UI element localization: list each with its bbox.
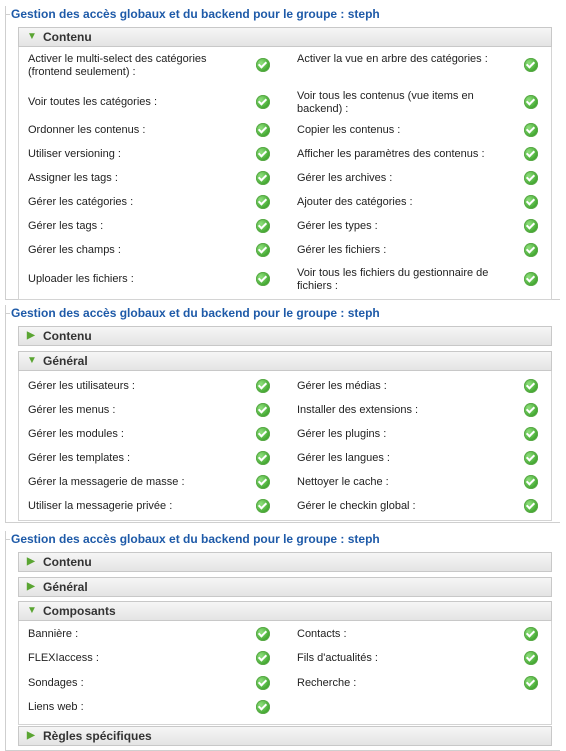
- green-check-icon[interactable]: [524, 123, 538, 137]
- access-section-3: [5, 531, 560, 751]
- permission-row: [19, 374, 551, 398]
- contenu-header-label: Contenu: [43, 555, 92, 569]
- permission-label: Liens web :: [28, 701, 84, 713]
- permission-label: Gérer les médias :: [297, 380, 387, 392]
- permission-label: Gérer les langues :: [297, 452, 390, 464]
- permission-row: [19, 214, 551, 238]
- permission-row: [19, 142, 551, 166]
- regles-header[interactable]: [18, 726, 552, 746]
- section-title: Gestion des accès globaux et du backend pour le groupe : steph: [11, 532, 380, 546]
- permission-row: [19, 267, 551, 291]
- access-section-1: [5, 6, 560, 300]
- green-check-icon[interactable]: [256, 627, 270, 641]
- permission-row: [19, 422, 551, 446]
- green-check-icon[interactable]: [524, 219, 538, 233]
- permission-row: [19, 446, 551, 470]
- green-check-icon[interactable]: [524, 427, 538, 441]
- permission-label: Gérer les menus :: [28, 404, 116, 416]
- permission-label: Gérer les types :: [297, 220, 378, 232]
- green-check-icon[interactable]: [524, 379, 538, 393]
- permission-label: Gérer les fichiers :: [297, 244, 387, 256]
- permission-label: Gérer les modules :: [28, 428, 124, 440]
- permission-label: Activer la vue en arbre des catégories :: [297, 53, 488, 65]
- green-check-icon[interactable]: [256, 95, 270, 109]
- permission-row: [19, 53, 551, 77]
- triangle-down-icon: ▼: [27, 605, 37, 616]
- green-check-icon[interactable]: [524, 272, 538, 286]
- fieldset-border: [6, 14, 10, 15]
- permission-row: [19, 470, 551, 494]
- permission-row: [19, 646, 551, 670]
- section-title: Gestion des accès globaux et du backend pour le groupe : steph: [11, 7, 380, 21]
- permission-label: Gérer la messagerie de masse :: [28, 476, 185, 488]
- green-check-icon[interactable]: [524, 58, 538, 72]
- permission-label: Ajouter des catégories :: [297, 196, 413, 208]
- green-check-icon[interactable]: [256, 379, 270, 393]
- permission-label: FLEXIaccess :: [28, 652, 99, 664]
- permission-row: [19, 190, 551, 214]
- composants-panel: [18, 621, 552, 725]
- permission-label: Gérer les archives :: [297, 172, 393, 184]
- general-panel: [18, 371, 552, 521]
- contenu-header[interactable]: [18, 27, 552, 47]
- green-check-icon[interactable]: [256, 243, 270, 257]
- permission-row: [19, 398, 551, 422]
- triangle-right-icon: ▶: [27, 730, 35, 741]
- green-check-icon[interactable]: [256, 195, 270, 209]
- permission-row: [19, 622, 551, 646]
- green-check-icon[interactable]: [256, 219, 270, 233]
- contenu-header[interactable]: [18, 326, 552, 346]
- permission-label: Recherche :: [297, 677, 357, 689]
- permission-label: Nettoyer le cache :: [297, 476, 389, 488]
- green-check-icon[interactable]: [256, 475, 270, 489]
- permission-label: Uploader les fichiers :: [28, 273, 134, 285]
- access-section-2: [5, 305, 560, 523]
- permission-row: [19, 166, 551, 190]
- permission-label: Installer des extensions :: [297, 404, 419, 416]
- general-header-label: Général: [43, 354, 88, 368]
- permission-label: Fils d'actualités :: [297, 652, 378, 664]
- green-check-icon[interactable]: [524, 243, 538, 257]
- green-check-icon[interactable]: [524, 676, 538, 690]
- contenu-header[interactable]: [18, 552, 552, 572]
- permission-label: Gérer les plugins :: [297, 428, 387, 440]
- permission-label: Sondages :: [28, 677, 84, 689]
- green-check-icon[interactable]: [256, 427, 270, 441]
- triangle-right-icon: ▶: [27, 330, 35, 341]
- permission-label: Utiliser la messagerie privée :: [28, 500, 173, 512]
- triangle-right-icon: ▶: [27, 556, 35, 567]
- permission-label: Gérer les tags :: [28, 220, 104, 232]
- permission-row: [19, 238, 551, 262]
- contenu-header-label: Contenu: [43, 30, 92, 44]
- section-title: Gestion des accès globaux et du backend pour le groupe : steph: [11, 306, 380, 320]
- green-check-icon[interactable]: [256, 676, 270, 690]
- general-header[interactable]: [18, 577, 552, 597]
- permission-row: [19, 494, 551, 518]
- contenu-header-label: Contenu: [43, 329, 92, 343]
- green-check-icon[interactable]: [524, 147, 538, 161]
- green-check-icon[interactable]: [524, 403, 538, 417]
- general-header[interactable]: [18, 351, 552, 371]
- permission-label: Afficher les paramètres des contenus :: [297, 148, 485, 160]
- permission-label: Gérer les champs :: [28, 244, 121, 256]
- permission-label: Ordonner les contenus :: [28, 124, 146, 136]
- triangle-down-icon: ▼: [27, 355, 37, 366]
- general-header-label: Général: [43, 580, 88, 594]
- green-check-icon[interactable]: [256, 58, 270, 72]
- permission-label: Gérer les templates :: [28, 452, 131, 464]
- green-check-icon[interactable]: [524, 95, 538, 109]
- green-check-icon[interactable]: [524, 499, 538, 513]
- permission-label: Copier les contenus :: [297, 124, 401, 136]
- regles-header-label: Règles spécifiques: [43, 729, 152, 743]
- green-check-icon[interactable]: [256, 403, 270, 417]
- fieldset-border: [6, 313, 10, 314]
- triangle-down-icon: ▼: [27, 31, 37, 42]
- green-check-icon[interactable]: [524, 627, 538, 641]
- green-check-icon[interactable]: [256, 700, 270, 714]
- permission-row: [19, 695, 551, 719]
- green-check-icon[interactable]: [524, 451, 538, 465]
- permission-label: Assigner les tags :: [28, 172, 118, 184]
- contenu-panel: [18, 47, 552, 300]
- permission-label: Utiliser versioning :: [28, 148, 121, 160]
- green-check-icon[interactable]: [524, 195, 538, 209]
- permission-label: Voir tous les contenus (vue items en backend) :: [297, 90, 474, 115]
- permission-row: [19, 90, 551, 114]
- permission-row: [19, 671, 551, 695]
- permission-label: Gérer le checkin global :: [297, 500, 416, 512]
- green-check-icon[interactable]: [256, 272, 270, 286]
- permission-label: Activer le multi-select des catégories (frontend seulement) :: [28, 53, 207, 78]
- permission-label: Voir tous les fichiers du gestionnaire de fichiers :: [297, 267, 489, 292]
- green-check-icon[interactable]: [524, 651, 538, 665]
- permission-label: Bannière :: [28, 628, 79, 640]
- green-check-icon[interactable]: [524, 475, 538, 489]
- triangle-right-icon: ▶: [27, 581, 35, 592]
- green-check-icon[interactable]: [524, 171, 538, 185]
- green-check-icon[interactable]: [256, 147, 270, 161]
- green-check-icon[interactable]: [256, 171, 270, 185]
- permission-label: Gérer les utilisateurs :: [28, 380, 135, 392]
- permission-label: Gérer les catégories :: [28, 196, 134, 208]
- green-check-icon[interactable]: [256, 651, 270, 665]
- green-check-icon[interactable]: [256, 123, 270, 137]
- permission-row: [19, 118, 551, 142]
- permission-label: Voir toutes les catégories :: [28, 96, 158, 108]
- composants-header[interactable]: [18, 601, 552, 621]
- green-check-icon[interactable]: [256, 499, 270, 513]
- composants-header-label: Composants: [43, 604, 116, 618]
- green-check-icon[interactable]: [256, 451, 270, 465]
- permission-label: Contacts :: [297, 628, 347, 640]
- fieldset-border: [6, 539, 10, 540]
